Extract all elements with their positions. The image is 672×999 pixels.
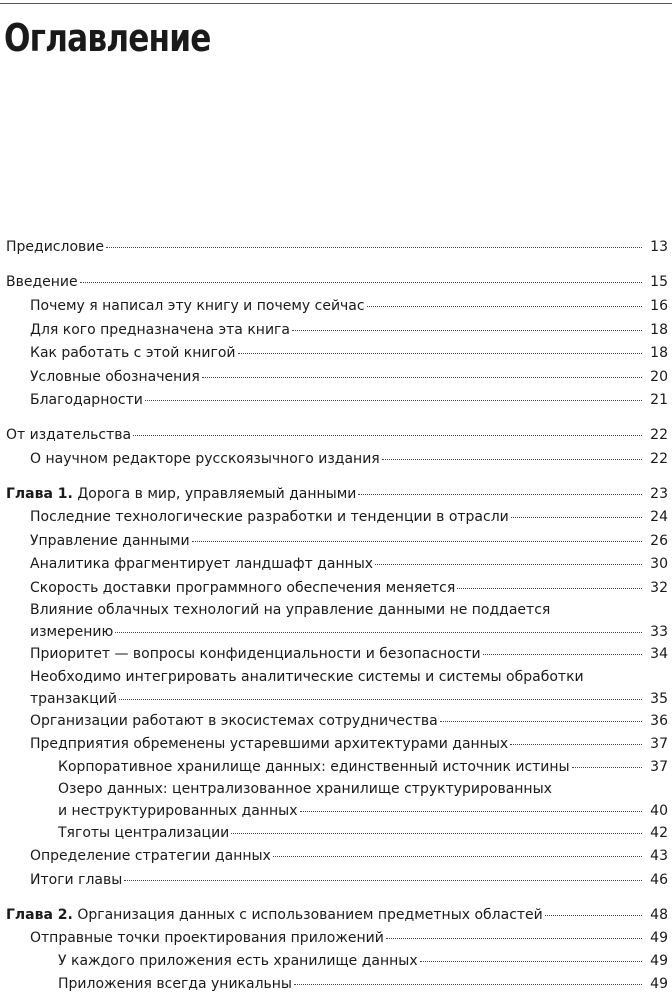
toc-entry-title-line1: Влияние облачных технологий на управление данными не поддается xyxy=(30,602,551,618)
toc-page-number: 34 xyxy=(650,646,668,662)
toc-entry-title: измерению xyxy=(30,624,114,640)
toc-page-number: 46 xyxy=(650,872,668,888)
dot-leader xyxy=(145,400,642,401)
toc-page-number: 21 xyxy=(650,392,668,408)
toc-page-number: 35 xyxy=(650,691,668,707)
toc-entry[interactable] xyxy=(0,822,672,844)
toc-page-number: 22 xyxy=(650,427,668,443)
toc-entry[interactable] xyxy=(0,733,672,755)
toc-entry-title: Отправные точки проектирования приложений xyxy=(30,930,384,946)
toc-entry[interactable] xyxy=(0,319,672,341)
dot-leader xyxy=(545,915,642,916)
toc-entry-title: Для кого предназначена эта книга xyxy=(30,322,290,338)
dot-leader xyxy=(440,721,642,722)
toc-page-number: 37 xyxy=(650,759,668,775)
toc-page-number: 23 xyxy=(650,486,668,502)
toc-entry-title: Дорога в мир, управляемый данными xyxy=(77,486,357,502)
toc-entry[interactable] xyxy=(0,366,672,388)
dot-leader xyxy=(511,517,642,518)
dot-leader xyxy=(231,833,642,834)
dot-leader xyxy=(192,541,642,542)
toc-entry-title: Корпоративное хранилище данных: единственный источник истины xyxy=(58,759,570,775)
toc-entry-title: Благодарности xyxy=(30,392,143,408)
toc-entry[interactable] xyxy=(0,666,672,710)
dot-leader xyxy=(119,699,642,700)
dot-leader xyxy=(124,880,642,881)
toc-entry-title: Условные обозначения xyxy=(30,369,200,385)
toc-entry-title: Последние технологические разработки и тенденции в отрасли xyxy=(30,509,509,525)
toc-entry-title: Итоги главы xyxy=(30,872,123,888)
toc-entry[interactable] xyxy=(0,778,672,822)
dot-leader xyxy=(483,654,642,655)
dot-leader xyxy=(457,588,642,589)
toc-page-number: 18 xyxy=(650,322,668,338)
toc-entry-title: Почему я написал эту книгу и почему сейчас xyxy=(30,298,365,314)
toc-entry[interactable] xyxy=(0,643,672,665)
toc-page-number: 20 xyxy=(650,369,668,385)
toc-entry[interactable] xyxy=(0,845,672,867)
toc-entry-title-line1: Озеро данных: централизованное хранилище структурированных xyxy=(58,781,552,797)
dot-leader xyxy=(375,564,642,565)
toc-page-number: 42 xyxy=(650,825,668,841)
dot-leader xyxy=(572,767,642,768)
toc-entry[interactable] xyxy=(0,530,672,552)
toc-page-number: 48 xyxy=(650,907,668,923)
dot-leader xyxy=(273,856,642,857)
dot-leader xyxy=(106,247,642,248)
toc-page-number: 33 xyxy=(650,624,668,640)
dot-leader xyxy=(386,938,642,939)
dot-leader xyxy=(202,377,642,378)
toc-entry-title: У каждого приложения есть хранилище данных xyxy=(58,953,418,969)
toc-page-number: 18 xyxy=(650,345,668,361)
page-title: Оглавление xyxy=(4,16,211,60)
toc-entry-title: и неструктурированных данных xyxy=(58,803,298,819)
toc-entry[interactable] xyxy=(0,950,672,972)
toc-chapter-entry[interactable] xyxy=(0,904,672,926)
toc-entry[interactable] xyxy=(0,553,672,575)
dot-leader xyxy=(300,811,642,812)
toc-entry[interactable] xyxy=(0,577,672,599)
toc-entry[interactable] xyxy=(0,756,672,778)
toc-entry-title: Приложения всегда уникальны xyxy=(58,976,292,992)
dot-leader xyxy=(294,984,642,985)
toc-page-number: 16 xyxy=(650,298,668,314)
dot-leader xyxy=(133,435,642,436)
toc-entry-title: Определение стратегии данных xyxy=(30,848,271,864)
toc-entry-title: Аналитика фрагментирует ландшафт данных xyxy=(30,556,374,572)
toc-entry[interactable] xyxy=(0,424,672,446)
chapter-label: Глава 1. xyxy=(6,486,73,502)
toc-page-number: 24 xyxy=(650,509,668,525)
toc-entry[interactable] xyxy=(0,271,672,293)
toc-entry-title: Организации работают в экосистемах сотрудничества xyxy=(30,713,438,729)
dot-leader xyxy=(292,330,642,331)
toc-page-number: 15 xyxy=(650,274,668,290)
toc-page-number: 32 xyxy=(650,580,668,596)
dot-leader xyxy=(358,494,642,495)
toc-entry[interactable] xyxy=(0,506,672,528)
toc-entry-title: О научном редакторе русскоязычного издания xyxy=(30,451,380,467)
toc-page-number: 49 xyxy=(650,953,668,969)
dot-leader xyxy=(382,459,642,460)
toc-chapter-entry[interactable] xyxy=(0,483,672,505)
toc-page-number: 22 xyxy=(650,451,668,467)
toc-entry-title: Введение xyxy=(6,274,78,290)
toc-entry-title: транзакций xyxy=(30,691,117,707)
toc-entry-title: Организация данных с использованием предметных областей xyxy=(77,907,543,923)
toc-entry-title: Скорость доставки программного обеспечения меняется xyxy=(30,580,456,596)
toc-entry-title-line1: Необходимо интегрировать аналитические системы и системы обработки xyxy=(30,669,584,685)
toc-entry[interactable] xyxy=(0,236,672,258)
toc-page-number: 37 xyxy=(650,736,668,752)
dot-leader xyxy=(238,353,642,354)
toc-entry-title: Предприятия обременены устаревшими архитектурами данных xyxy=(30,736,509,752)
toc-entry-title: Предисловие xyxy=(6,239,104,255)
toc-entry-title: Как работать с этой книгой xyxy=(30,345,236,361)
toc-entry[interactable] xyxy=(0,389,672,411)
chapter-label: Глава 2. xyxy=(6,907,73,923)
toc-entry[interactable] xyxy=(0,973,672,995)
toc-entry[interactable] xyxy=(0,927,672,949)
dot-leader xyxy=(80,282,642,283)
toc-entry-title: От издательства xyxy=(6,427,132,443)
toc-entry[interactable] xyxy=(0,710,672,732)
dot-leader xyxy=(510,744,642,745)
dot-leader xyxy=(420,961,642,962)
toc-page-number: 30 xyxy=(650,556,668,572)
toc-page-number: 26 xyxy=(650,533,668,549)
toc-entry[interactable] xyxy=(0,295,672,317)
toc-page-number: 49 xyxy=(650,930,668,946)
toc-entry[interactable] xyxy=(0,342,672,364)
toc-entry-title: Тяготы централизации xyxy=(58,825,230,841)
toc-entry[interactable] xyxy=(0,599,672,643)
toc-entry-title: Приоритет — вопросы конфиденциальности и безопасности xyxy=(30,646,481,662)
dot-leader xyxy=(367,306,642,307)
toc-page-number: 40 xyxy=(650,803,668,819)
toc-page-number: 13 xyxy=(650,239,668,255)
dot-leader xyxy=(115,632,642,633)
toc-page-number: 49 xyxy=(650,976,668,992)
toc-entry[interactable] xyxy=(0,869,672,891)
toc-page-number: 43 xyxy=(650,848,668,864)
toc-entry[interactable] xyxy=(0,448,672,470)
toc-page-number: 36 xyxy=(650,713,668,729)
toc-entry-title: Управление данными xyxy=(30,533,190,549)
